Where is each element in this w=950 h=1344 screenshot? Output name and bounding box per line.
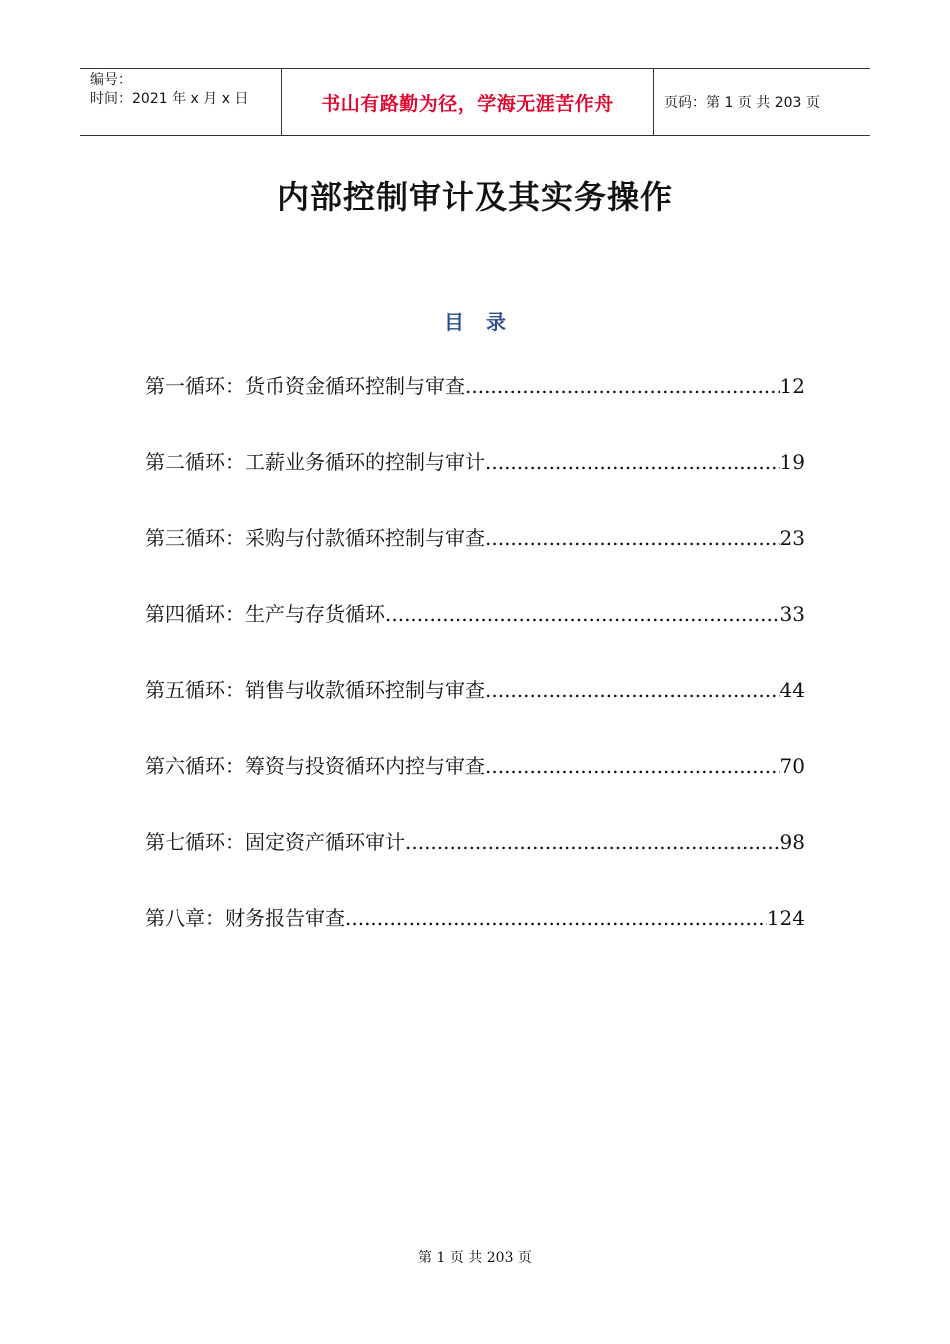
toc-entry-page: 124	[766, 906, 805, 930]
table-of-contents	[145, 370, 805, 978]
toc-entry-page: 19	[779, 450, 805, 474]
toc-entry-page: 23	[779, 526, 805, 550]
toc-entry[interactable]	[145, 674, 805, 750]
toc-entry-title: 第五循环：销售与收款循环控制与审查	[145, 678, 485, 702]
document-number: 编号：	[90, 72, 132, 88]
toc-entry-page: 33	[779, 602, 805, 626]
toc-entry-title: 第四循环：生产与存货循环	[145, 602, 385, 626]
toc-entry-page: 44	[779, 678, 805, 702]
toc-leader-dots	[385, 602, 780, 626]
toc-entry-page: 98	[779, 830, 805, 854]
toc-entry[interactable]	[145, 826, 805, 902]
page-footer: 第 1 页 共 203 页	[418, 1250, 532, 1266]
toc-leader-dots	[405, 830, 780, 854]
toc-heading: 目录	[444, 310, 528, 334]
toc-leader-dots	[485, 526, 780, 550]
toc-entry[interactable]	[145, 902, 805, 978]
toc-leader-dots	[485, 754, 780, 778]
toc-entry-title: 第二循环：工薪业务循环的控制与审计	[145, 450, 485, 474]
toc-entry-page: 70	[779, 754, 805, 778]
header-page-info: 页码：第 1 页 共 203 页	[664, 95, 820, 111]
page-header	[80, 68, 870, 136]
header-meta	[80, 69, 282, 135]
toc-entry[interactable]	[145, 598, 805, 674]
toc-leader-dots	[465, 374, 780, 398]
toc-leader-dots	[345, 906, 767, 930]
toc-leader-dots	[485, 678, 780, 702]
toc-entry-title: 第六循环：筹资与投资循环内控与审查	[145, 754, 485, 778]
document-date: 时间：2021 年 x 月 x 日	[90, 91, 249, 107]
toc-entry-title: 第八章：财务报告审查	[145, 906, 345, 930]
toc-entry[interactable]	[145, 370, 805, 446]
toc-leader-dots	[485, 450, 780, 474]
toc-entry-page: 12	[779, 374, 805, 398]
toc-entry-title: 第七循环：固定资产循环审计	[145, 830, 405, 854]
toc-entry[interactable]	[145, 750, 805, 826]
toc-entry[interactable]	[145, 446, 805, 522]
header-motto: 书山有路勤为径，学海无涯苦作舟	[282, 69, 654, 135]
toc-entry-title: 第一循环：货币资金循环控制与审查	[145, 374, 465, 398]
toc-entry[interactable]	[145, 522, 805, 598]
document-title: 内部控制审计及其实务操作	[276, 178, 673, 216]
toc-entry-title: 第三循环：采购与付款循环控制与审查	[145, 526, 485, 550]
